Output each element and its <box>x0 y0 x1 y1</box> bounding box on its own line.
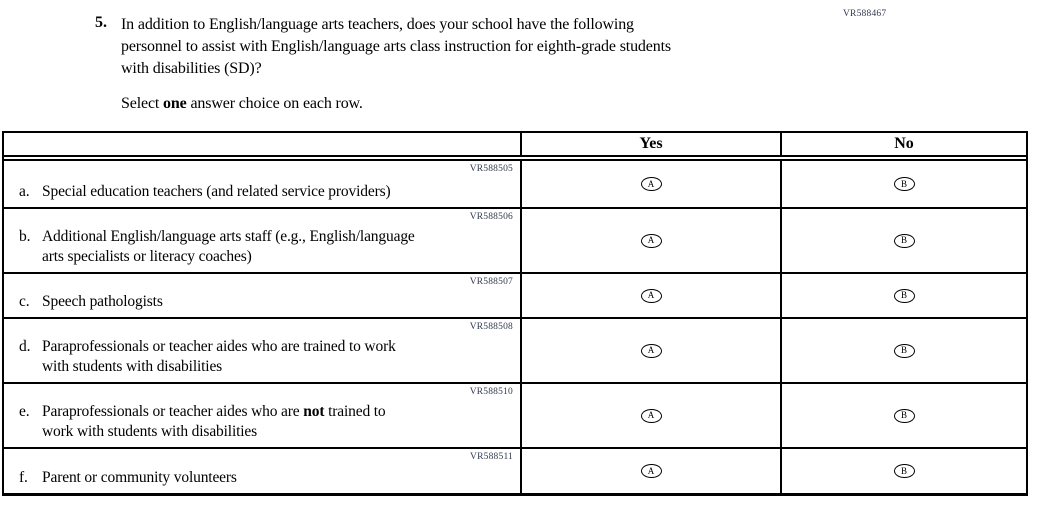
row-code: VR588505 <box>469 164 513 174</box>
answer-bubble-no[interactable] <box>894 289 915 303</box>
table-row-d <box>4 317 1026 382</box>
row-code: VR588511 <box>470 452 513 462</box>
row-code: VR588510 <box>469 387 513 397</box>
answer-bubble-no[interactable] <box>894 409 915 423</box>
answer-cell-no <box>780 209 1026 272</box>
answer-bubble-yes[interactable] <box>641 344 662 358</box>
column-header-yes: Yes <box>520 133 780 155</box>
question-instruction: Select one answer choice on each row. <box>121 95 363 112</box>
answer-bubble-yes[interactable] <box>641 289 662 303</box>
row-label: b. Additional English/language arts staff (e.g., English/language arts specialists or literacy coaches) <box>19 228 415 265</box>
table-row-a <box>4 161 1026 207</box>
table-row-c <box>4 272 1026 317</box>
row-label: a. Special education teachers (and related service providers) <box>19 183 391 200</box>
row-label-cell <box>4 319 520 382</box>
row-code: VR588508 <box>469 322 513 332</box>
question-line: with disabilities (SD)? <box>121 60 262 77</box>
row-label-cell <box>4 161 520 207</box>
question-block <box>95 14 671 115</box>
bubble-letter: B <box>900 465 907 476</box>
answer-bubble-no[interactable] <box>894 177 915 191</box>
answer-cell-yes <box>520 449 780 493</box>
bubble-letter: B <box>900 410 907 420</box>
answer-cell-yes <box>520 384 780 447</box>
bubble-letter: A <box>647 235 655 245</box>
bubble-letter: B <box>900 345 907 355</box>
answer-cell-no <box>780 161 1026 207</box>
bubble-letter: B <box>900 178 907 189</box>
column-header-no: No <box>780 133 1026 155</box>
answer-cell-yes <box>520 274 780 317</box>
answer-cell-no <box>780 319 1026 382</box>
answer-bubble-no[interactable] <box>894 344 915 358</box>
form-code: VR588467 <box>843 9 887 19</box>
row-code: VR588506 <box>469 212 513 222</box>
row-label-cell <box>4 209 520 272</box>
row-label-cell <box>4 384 520 447</box>
question-text <box>121 14 671 115</box>
answer-bubble-yes[interactable] <box>641 464 662 478</box>
bubble-letter: A <box>647 345 655 355</box>
row-label: e. Paraprofessionals or teacher aides who are not trained to work with students with disabilities <box>19 403 386 440</box>
personnel-table <box>2 131 1028 496</box>
row-label-cell <box>4 449 520 493</box>
table-row-f <box>4 447 1026 493</box>
answer-bubble-no[interactable] <box>894 234 915 248</box>
row-label-cell <box>4 274 520 317</box>
answer-cell-no <box>780 449 1026 493</box>
table-row-e <box>4 382 1026 447</box>
answer-bubble-yes[interactable] <box>641 409 662 423</box>
row-label: c. Speech pathologists <box>19 293 163 310</box>
answer-bubble-yes[interactable] <box>641 234 662 248</box>
bubble-letter: B <box>900 235 907 245</box>
answer-cell-no <box>780 274 1026 317</box>
answer-cell-no <box>780 384 1026 447</box>
bubble-letter: B <box>900 290 907 300</box>
question-line: In addition to English/language arts teachers, does your school have the following <box>121 16 634 33</box>
row-label: d. Paraprofessionals or teacher aides who are trained to work with students with disabilities <box>19 338 396 375</box>
column-header-blank <box>4 133 520 155</box>
table-row-b <box>4 207 1026 272</box>
table-header-row <box>4 133 1026 161</box>
answer-cell-yes <box>520 209 780 272</box>
answer-cell-yes <box>520 161 780 207</box>
question-number: 5. <box>95 14 107 31</box>
question-line: personnel to assist with English/language arts class instruction for eighth-grade students <box>121 38 671 55</box>
answer-bubble-yes[interactable] <box>641 177 662 191</box>
bubble-letter: A <box>647 290 655 300</box>
answer-bubble-no[interactable] <box>894 464 915 478</box>
row-code: VR588507 <box>469 277 513 287</box>
bubble-letter: A <box>647 410 655 420</box>
answer-cell-yes <box>520 319 780 382</box>
row-label: f. Parent or community volunteers <box>19 469 237 486</box>
bubble-letter: A <box>647 178 655 189</box>
bubble-letter: A <box>647 465 655 476</box>
